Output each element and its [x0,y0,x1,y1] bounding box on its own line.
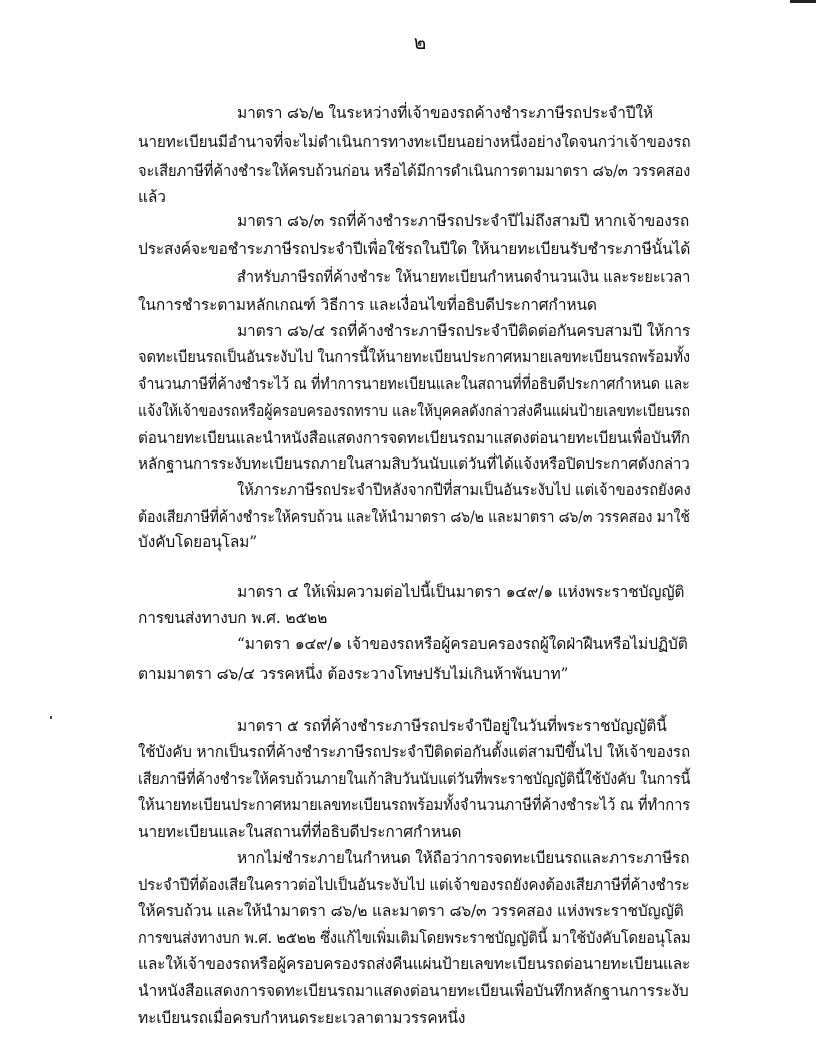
scan-speck [50,716,52,719]
text-line: บังคับโดยอนุโลม” [138,533,258,551]
text-line: ให้นายทะเบียนประกาศหมายเลขทะเบียนรถพร้อมทั้งจำนวนภาษีที่ค้างชำระไว้ ณ ที่ทำการ [138,796,690,814]
text-line: ต่อนายทะเบียนและนำหนังสือแสดงการจดทะเบียนรถมาแสดงต่อนายทะเบียนเพื่อบันทึก [138,429,690,447]
text-line: นายทะเบียนและในสถานที่ที่อธิบดีประกาศกำหนด [138,823,462,841]
text-line: ทะเบียนรถเมื่อครบกำหนดระยะเวลาตามวรรคหนึ่ง [138,1009,466,1027]
text-line: มาตรา ๘๖/๒ ในระหว่างที่เจ้าของรถค้างชำระภาษีรถประจำปีให้ [237,104,653,122]
text-line: นายทะเบียนมีอำนาจที่จะไม่ดำเนินการทางทะเบียนอย่างหนึ่งอย่างใดจนกว่าเจ้าของรถ [138,133,691,151]
text-line: จำนวนภาษีที่ค้างชำระไว้ ณ ที่ทำการนายทะเบียนและในสถานที่ที่อธิบดีประกาศกำหนด และ [138,375,690,393]
text-line: สำหรับภาษีรถที่ค้างชำระ ให้นายทะเบียนกำหนดจำนวนเงิน และระยะเวลา [237,268,691,286]
text-line: นำหนังสือแสดงการจดทะเบียนรถมาแสดงต่อนายทะเบียนเพื่อบันทึกหลักฐานการระงับ [138,982,689,1000]
scan-corner-mark [790,0,816,3]
text-line: ต้องเสียภาษีที่ค้างชำระให้ครบถ้วน และให้นำมาตรา ๘๖/๒ และมาตรา ๘๖/๓ วรรคสอง มาใช้ [138,508,690,526]
text-line: ให้ภาระภาษีรถประจำปีหลังจากปีที่สามเป็นอันระงับไป แต่เจ้าของรถยังคง [237,481,691,499]
text-line: จดทะเบียนรถเป็นอันระงับไป ในการนี้ให้นายทะเบียนประกาศหมายเลขทะเบียนรถพร้อมทั้ง [138,348,690,366]
text-line: หลักฐานการระงับทะเบียนรถภายในสามสิบวันนับแต่วันที่ได้แจ้งหรือปิดประกาศดังกล่าว [138,455,690,473]
text-line: ประสงค์จะขอชำระภาษีรถประจำปีเพื่อใช้รถในปีใด ให้นายทะเบียนรับชำระภาษีนั้นได้ [138,240,691,258]
text-line: ให้ครบถ้วน และให้นำมาตรา ๘๖/๒ และมาตรา ๘๖/๓ วรรคสอง แห่งพระราชบัญญัติ [138,902,684,920]
text-line: มาตรา ๔ ให้เพิ่มความต่อไปนี้เป็นมาตรา ๑๔๙/๑ แห่งพระราชบัญญัติ [237,583,685,601]
text-line: มาตรา ๘๖/๓ รถที่ค้างชำระภาษีรถประจำปีไม่ถึงสามปี หากเจ้าของรถ [237,212,690,230]
text-line: มาตรา ๘๖/๔ รถที่ค้างชำระภาษีรถประจำปีติดต่อกันครบสามปี ให้การ [237,322,691,340]
text-line: การขนส่งทางบก พ.ศ. ๒๕๒๒ [138,609,328,627]
text-line: ใช้บังคับ หากเป็นรถที่ค้างชำระภาษีรถประจำปีติดต่อกันตั้งแต่สามปีขึ้นไป ให้เจ้าของรถ [138,743,691,761]
text-line: ตามมาตรา ๘๖/๔ วรรคหนึ่ง ต้องระวางโทษปรับไม่เกินห้าพันบาท” [138,665,569,683]
text-line: จะเสียภาษีที่ค้างชำระให้ครบถ้วนก่อน หรือได้มีการดำเนินการตามมาตรา ๘๖/๓ วรรคสอง [138,162,691,180]
text-line: แจ้งให้เจ้าของรถหรือผู้ครอบครองรถทราบ และให้บุคคลดังกล่าวส่งคืนแผ่นป้ายเลขทะเบียนรถ [138,402,690,420]
text-line: การขนส่งทางบก พ.ศ. ๒๕๒๒ ซึ่งแก้ไขเพิ่มเติมโดยพระราชบัญญัตินี้ มาใช้บังคับโดยอนุโลม [138,929,691,947]
text-line: มาตรา ๕ รถที่ค้างชำระภาษีรถประจำปีอยู่ในวันที่พระราชบัญญัตินี้ [237,717,667,735]
text-line: แล้ว [138,188,166,206]
text-line: “มาตรา ๑๔๙/๑ เจ้าของรถหรือผู้ครอบครองรถผู้ใดฝ่าฝืนหรือไม่ปฏิบัติ [237,635,688,653]
page-number: ๒ [413,32,427,54]
text-line: และให้เจ้าของรถหรือผู้ครอบครองรถส่งคืนแผ่นป้ายเลขทะเบียนรถต่อนายทะเบียนและ [138,955,691,973]
text-line: ประจำปีที่ต้องเสียในคราวต่อไปเป็นอันระงับไป แต่เจ้าของรถยังคงต้องเสียภาษีที่ค้างชำระ [138,876,690,894]
text-line: หากไม่ชำระภายในกำหนด ให้ถือว่าการจดทะเบียนรถและภาระภาษีรถ [237,849,690,867]
text-line: ในการชำระตามหลักเกณฑ์ วิธีการ และเงื่อนไขที่อธิบดีประกาศกำหนด [138,296,597,314]
text-line: เสียภาษีที่ค้างชำระให้ครบถ้วนภายในเก้าสิบวันนับแต่วันที่พระราชบัญญัตินี้ใช้บังคับ ในการนี้ [138,770,691,788]
